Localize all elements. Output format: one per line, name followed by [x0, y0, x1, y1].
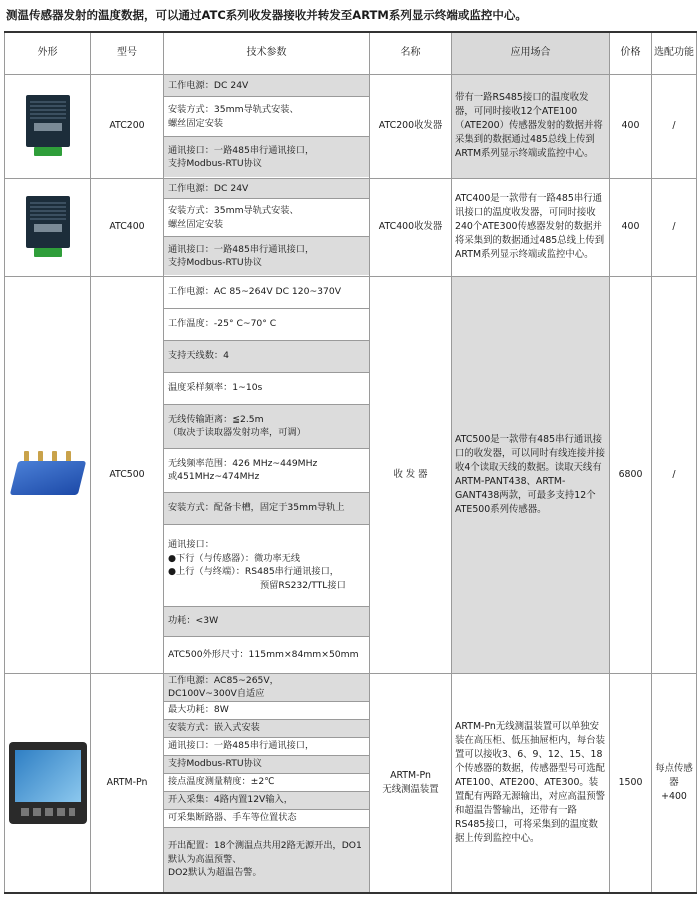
option-cell	[652, 673, 697, 893]
appearance-cell	[5, 276, 91, 673]
table-row	[5, 276, 697, 673]
application-cell: ATC400是一款带有一路485串行通讯接口的温度收发器，可同时接收240个ATE300传感器发射的数据并将采集到的数据通过485总线上传到ARTM系列显示终端或监控中心。	[452, 178, 610, 276]
table-row	[5, 673, 697, 893]
spec-item: 安装方式：35mm导轨式安装、	[168, 205, 299, 216]
spec-item: 螺丝固定安装	[168, 117, 224, 129]
header-options: 选配功能	[652, 32, 697, 74]
header-model: 型号	[91, 32, 164, 74]
name-cell: 收 发 器	[370, 276, 452, 673]
option-cell: /	[652, 178, 697, 276]
name-line: ARTM-Pn	[390, 769, 431, 781]
appearance-cell	[5, 673, 91, 893]
appearance-cell	[5, 178, 91, 276]
spec-item: （取决于读取器发射功率，可调）	[168, 427, 306, 438]
spec-item: 通讯接口：一路485串行通讯接口，	[168, 243, 315, 255]
model-cell: ATC200	[91, 74, 164, 178]
spec-item: 可采集断路器、手车等位置状态	[168, 812, 297, 824]
spec-item: 或451MHz~474MHz	[168, 471, 260, 482]
header-specs: 技术参数	[164, 32, 370, 74]
specs-cell	[164, 673, 370, 893]
model-cell: ATC400	[91, 178, 164, 276]
price-cell: 1500	[610, 673, 652, 893]
spec-item: 通讯接口：一路485串行通讯接口，	[168, 144, 315, 156]
spec-item: 螺丝固定安装	[168, 218, 224, 230]
spec-item: 工作温度：-25° C~70° C	[168, 318, 277, 330]
spec-item: 工作电源：DC 24V	[168, 79, 249, 91]
spec-item: 通讯接口：	[168, 539, 214, 550]
option-cell: /	[652, 74, 697, 178]
name-line: 无线测温装置	[382, 783, 439, 795]
spec-item: 功耗：<3W	[168, 615, 219, 627]
spec-item: 通讯接口：一路485串行通讯接口，	[168, 740, 315, 752]
application-cell: ATC500是一款带有485串行通讯接口的收发器，可以同时有线连接并接收4个读取天线的数据。读取天线有ARTM-PANT438、ARTM-GANT438两款，可最多支持12个ATE500系列传感器。	[452, 276, 610, 673]
spec-item: 支持Modbus-RTU协议	[168, 257, 262, 268]
spec-item: 温度采样频率：1~10s	[168, 382, 263, 394]
price-cell: 6800	[610, 276, 652, 673]
spec-item: 安装方式：嵌入式安装	[168, 722, 260, 734]
option-cell: /	[652, 276, 697, 673]
application-cell: 带有一路RS485接口的温度收发器，可同时接收12个ATE100（ATE200）传感器发射的数据并将采集到的数据通过485总线上传到ARTM系列显示终端或监控中心。	[452, 74, 610, 178]
header-price: 价格	[610, 32, 652, 74]
spec-item: 最大功耗：8W	[168, 704, 229, 716]
spec-item: DO2默认为超温告警。	[168, 867, 262, 879]
spec-item: 安装方式：35mm导轨式安装、	[168, 104, 299, 115]
table-row	[5, 178, 697, 276]
appearance-cell	[5, 74, 91, 178]
specs-cell	[164, 74, 370, 178]
product-spec-table	[4, 31, 697, 894]
spec-item: 工作电源：AC85~265V，	[168, 674, 279, 686]
page-title: 测温传感器发射的温度数据，可以通过ATC系列收发器接收并转发至ARTM系列显示终端或监控中心。	[6, 8, 527, 22]
spec-item: 工作电源：AC 85~264V DC 120~370V	[168, 286, 341, 298]
atc-transceiver-image	[22, 95, 74, 157]
spec-item: 开出配置：18个测温点共用2路无源开出，DO1默认为高温预警、	[168, 840, 362, 865]
spec-item: ATC500外形尺寸：115mm×84mm×50mm	[168, 648, 359, 660]
spec-item: 无线频率范围：426 MHz~449MHz	[168, 457, 318, 469]
specs-cell	[164, 178, 370, 276]
specs-cell	[164, 276, 370, 673]
table-row	[5, 74, 697, 178]
spec-item: ●上行（与终端）：RS485串行通讯接口，	[168, 566, 339, 577]
option-line: +400	[661, 790, 687, 802]
spec-item: 预留RS232/TTL接口	[260, 579, 346, 591]
model-cell: ATC500	[91, 276, 164, 673]
application-cell: ARTM-Pn无线测温装置可以单独安装在高压柜、低压抽屉柜内，每台装置可以接收3、6、9、12、15、18个传感器的数据，传感器型号可选配ATE100、ATE200、ATE300。装置配有两路无源输出，对应高温预警和超温告警输出，还带有一路RS485接口，可将采集到的温度数据上传到监控中心。	[452, 673, 610, 893]
price-cell: 400	[610, 74, 652, 178]
name-cell: ATC400收发器	[370, 178, 452, 276]
artm-pn-device-image	[7, 740, 89, 826]
spec-item: 无线传输距离：≦2.5m	[168, 413, 264, 425]
spec-item: ●下行（与传感器）：微功率无线	[168, 552, 301, 564]
atc500-receiver-image	[8, 447, 88, 503]
spec-item: 工作电源：DC 24V	[168, 182, 249, 194]
name-cell: ATC200收发器	[370, 74, 452, 178]
spec-item: 支持Modbus-RTU协议	[168, 158, 262, 169]
spec-item: 支持天线数：4	[168, 350, 229, 362]
spec-item: 支持Modbus-RTU协议	[168, 758, 262, 770]
table-header-row	[5, 32, 697, 74]
spec-item: 开入采集：4路内置12V输入，	[168, 794, 293, 806]
atc-transceiver-image	[22, 196, 74, 258]
header-application: 应用场合	[452, 32, 610, 74]
price-cell: 400	[610, 178, 652, 276]
header-name: 名称	[370, 32, 452, 74]
spec-item: DC100V~300V自适应	[168, 688, 265, 699]
header-appearance: 外形	[5, 32, 91, 74]
option-line: 每点传感器	[655, 762, 693, 788]
name-cell	[370, 673, 452, 893]
model-cell: ARTM-Pn	[91, 673, 164, 893]
spec-item: 安装方式：配备卡槽，固定于35mm导轨上	[168, 502, 345, 514]
spec-item: 接点温度测量精度：±2℃	[168, 776, 275, 788]
